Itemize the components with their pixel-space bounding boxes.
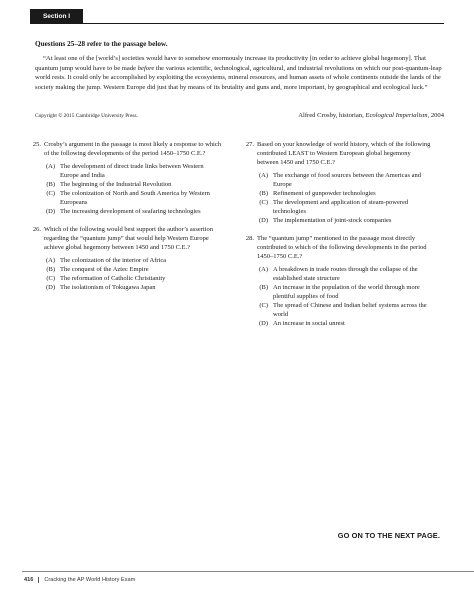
option-letter: (B) — [46, 266, 55, 273]
answer-option[interactable] — [239, 283, 434, 301]
option-text: The development and application of steam-powered technologies — [273, 199, 409, 215]
option-text: Refinement of gunpowder technologies — [273, 190, 376, 197]
option-letter: (B) — [46, 181, 55, 188]
page-number: 416 — [24, 577, 39, 583]
option-letter: (D) — [258, 320, 268, 327]
option-text: The beginning of the Industrial Revolution — [60, 181, 172, 188]
passage-part-1: “At least one of the [world’s] societies would have to somehow enormously increase its productivity [in order to achieve global hegemony]. That quantum jump would have to be made — [35, 55, 426, 72]
passage-text — [35, 54, 445, 92]
right-column — [239, 140, 434, 337]
option-letter: (A) — [258, 172, 268, 179]
question-stem: The “quantum jump” mentioned in the passage most directly contributed to which of the following developments in the period 1450–1750 C.E.? — [257, 235, 427, 260]
option-text: The exchange of food sources between the Americas and Europe — [273, 172, 421, 188]
question-28 — [239, 234, 434, 328]
option-letter: (C) — [46, 190, 55, 197]
left-column — [26, 140, 221, 301]
header-divider — [30, 23, 444, 24]
passage-part-2: the various scientific, technological, agricultural, and industrial revolutions on which our post-quantum-leap world rests. It could only be accomplished by exploiting the ecosystems, mineral resources, and human assets of whole continents outside the lands of the society making the jump. Western Europe did just that by means of its brutality and guns and, more important, by geographical and ecological luck.” — [35, 64, 442, 91]
questions-intro: Questions 25–28 refer to the passage below. — [35, 40, 168, 48]
option-letter: (D) — [45, 208, 55, 215]
option-text: An increase in the population of the world through more plentiful supplies of food — [273, 284, 420, 300]
answer-option[interactable] — [239, 216, 434, 225]
option-text: The colonization of the interior of Africa — [60, 257, 167, 264]
question-stem: Which of the following would best support the author’s assertion regarding the “quantum jump” that would help Western Europe achieve global hegemony between 1450 and 1750 C.E.? — [44, 226, 214, 251]
passage-attribution — [298, 112, 444, 119]
option-letter: (C) — [46, 275, 55, 282]
attribution-year: , 2004 — [427, 112, 444, 119]
option-letter: (A) — [258, 266, 268, 273]
answer-option[interactable] — [239, 319, 434, 328]
question-number: 27. — [245, 141, 254, 148]
answer-option[interactable] — [26, 189, 221, 207]
option-text: The development of direct trade links between Western Europe and India — [60, 163, 204, 179]
answer-option[interactable] — [26, 162, 221, 180]
option-letter: (C) — [259, 199, 268, 206]
section-label: Section I — [30, 9, 83, 23]
option-text: The increasing development of seafaring technologies — [60, 208, 201, 215]
option-text: An increase in social unrest — [273, 320, 345, 327]
option-text: The implementation of joint-stock companies — [273, 217, 392, 224]
answer-option[interactable] — [26, 274, 221, 283]
answer-option[interactable] — [239, 171, 434, 189]
answer-option[interactable] — [239, 265, 434, 283]
answer-option[interactable] — [26, 265, 221, 274]
option-letter: (B) — [259, 284, 268, 291]
option-letter: (D) — [258, 217, 268, 224]
footer-divider — [22, 571, 474, 572]
question-27 — [239, 140, 434, 225]
option-text: The colonization of North and South America by Western Europeans — [60, 190, 210, 206]
copyright-notice: Copyright © 2015 Cambridge University Press. — [35, 113, 138, 119]
question-26 — [26, 225, 221, 292]
answer-option[interactable] — [239, 189, 434, 198]
option-letter: (D) — [45, 284, 55, 291]
attribution-work: Ecological Imperialism — [365, 112, 428, 119]
option-text: The reformation of Catholic Christianity — [60, 275, 166, 282]
attribution-author: Alfred Crosby, historian, — [298, 112, 366, 119]
option-text: The conquest of the Aztec Empire — [60, 266, 149, 273]
question-stem: Based on your knowledge of world history, which of the following contributed LEAST to Western European global hegemony between 1450 and 1750 C.E.? — [257, 141, 431, 166]
answer-option[interactable] — [26, 283, 221, 292]
answer-option[interactable] — [239, 198, 434, 216]
option-letter: (A) — [45, 257, 55, 264]
passage-emphasis: before — [137, 64, 155, 72]
option-text: A breakdown in trade routes through the collapse of the established state structure — [273, 266, 418, 282]
option-letter: (B) — [259, 190, 268, 197]
answer-option[interactable] — [26, 256, 221, 265]
book-title: Cracking the AP World History Exam — [44, 577, 136, 583]
question-stem: Crosby’s argument in the passage is most likely a response to which of the following developments of the period 1450–1750 C.E.? — [44, 141, 221, 157]
option-letter: (C) — [259, 302, 268, 309]
next-page-notice: GO ON TO THE NEXT PAGE. — [337, 531, 440, 540]
question-number: 26. — [32, 226, 41, 233]
option-letter: (A) — [45, 163, 55, 170]
answer-option[interactable] — [26, 207, 221, 216]
answer-option[interactable] — [26, 180, 221, 189]
question-number: 28. — [245, 235, 254, 242]
question-number: 25. — [32, 141, 41, 148]
answer-option[interactable] — [239, 301, 434, 319]
question-25 — [26, 140, 221, 216]
option-text: The isolationism of Tokugawa Japan — [60, 284, 156, 291]
option-text: The spread of Chinese and Indian belief systems across the world — [273, 302, 427, 318]
page-footer — [24, 577, 135, 583]
